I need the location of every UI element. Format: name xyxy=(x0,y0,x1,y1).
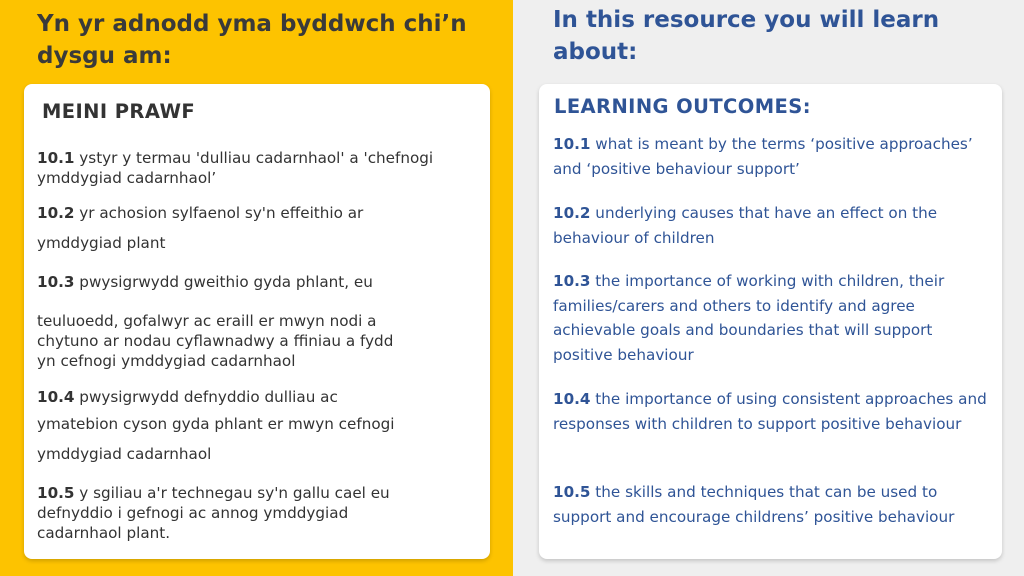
criterion-10-4-cont2 xyxy=(37,444,482,464)
criterion-text: yn cefnogi ymddygiad cadarnhaol xyxy=(37,352,296,370)
criterion-number: 10.4 xyxy=(37,388,75,406)
criterion-10-4 xyxy=(37,387,482,407)
outcome-text: what is meant by the terms ‘positive approaches’ and ‘positive behaviour support’ xyxy=(553,135,973,178)
criterion-text: yr achosion sylfaenol sy'n effeithio ar xyxy=(74,204,364,222)
criterion-text: ymddygiad cadarnhaol’ xyxy=(37,169,217,187)
outcome-number: 10.2 xyxy=(553,204,591,222)
outcome-10-4 xyxy=(553,387,993,436)
criterion-10-2-cont xyxy=(37,233,482,253)
outcome-10-5 xyxy=(553,480,993,529)
criterion-text: ystyr y termau 'dulliau cadarnhaol' a 'chefnogi xyxy=(74,149,434,167)
criterion-text: defnyddio i gefnogi ac annog ymddygiad xyxy=(37,504,349,522)
criterion-text: pwysigrwydd gweithio gyda phlant, eu xyxy=(74,273,373,291)
meini-prawf-title: MEINI PRAWF xyxy=(42,100,196,123)
criterion-number: 10.2 xyxy=(37,204,75,222)
criterion-text: chytuno ar nodau cyflawnadwy a ffiniau a fydd xyxy=(37,332,394,350)
criterion-number: 10.3 xyxy=(37,273,75,291)
criterion-text: ymddygiad cadarnhaol xyxy=(37,445,212,463)
criterion-text: ymddygiad plant xyxy=(37,234,166,252)
criterion-10-1 xyxy=(37,148,482,188)
criterion-text: ymatebion cyson gyda phlant er mwyn cefnogi xyxy=(37,415,395,433)
learning-outcomes-card xyxy=(539,84,1002,559)
outcome-number: 10.5 xyxy=(553,483,591,501)
outcome-text: the skills and techniques that can be used to support and encourage childrens’ positive behaviour xyxy=(553,483,955,526)
outcome-text: underlying causes that have an effect on the behaviour of children xyxy=(553,204,938,247)
english-heading: In this resource you will learn about: xyxy=(553,7,940,65)
criterion-10-3 xyxy=(37,272,482,292)
criterion-text: y sgiliau a'r technegau sy'n gallu cael eu xyxy=(74,484,390,502)
outcome-number: 10.1 xyxy=(553,135,591,153)
outcome-10-2 xyxy=(553,201,993,250)
welsh-heading: Yn yr adnodd yma byddwch chi’n dysgu am: xyxy=(37,11,467,69)
outcome-text: the importance of using consistent approaches and responses with children to support positive behaviour xyxy=(553,390,987,433)
outcome-number: 10.3 xyxy=(553,272,591,290)
criterion-text: teuluoedd, gofalwyr ac eraill er mwyn nodi a xyxy=(37,312,377,330)
learning-outcomes-title: LEARNING OUTCOMES: xyxy=(554,95,811,118)
outcome-10-3 xyxy=(553,269,993,368)
meini-prawf-card xyxy=(24,84,490,559)
criterion-number: 10.5 xyxy=(37,484,75,502)
outcome-text: the importance of working with children, their families/carers and others to identify and agree achievable goals and boundaries that will support positive behaviour xyxy=(553,272,945,365)
criterion-10-5 xyxy=(37,483,482,543)
criterion-number: 10.1 xyxy=(37,149,75,167)
criterion-text: pwysigrwydd defnyddio dulliau ac xyxy=(74,388,338,406)
outcome-number: 10.4 xyxy=(553,390,591,408)
criterion-10-3-cont xyxy=(37,311,482,371)
criterion-10-4-cont xyxy=(37,414,482,434)
outcome-10-1 xyxy=(553,132,993,181)
criterion-text: cadarnhaol plant. xyxy=(37,524,171,542)
criterion-10-2 xyxy=(37,203,482,223)
